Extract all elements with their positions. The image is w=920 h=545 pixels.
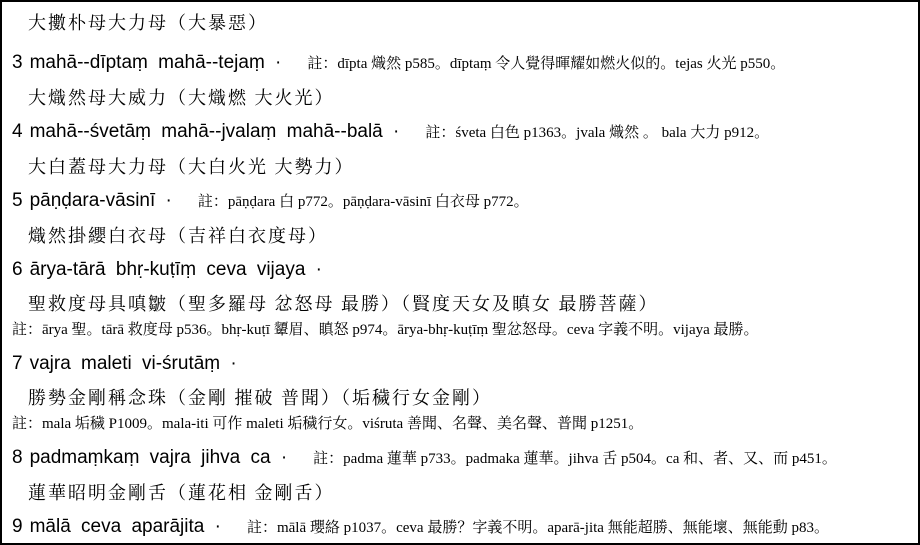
chinese-translation: 大白蓋母大力母（大白火光 大勢力） <box>28 157 355 177</box>
sanskrit-text: pāṇḍara-vāsinī · <box>29 190 172 211</box>
chinese-translation: 大熾然母大威力（大熾燃 大火光） <box>28 88 335 108</box>
note-line: 註：mala 垢穢 P1009。mala-iti 可作 maleti 垢穢行女。viśruta 善聞、名聲、美名聲、普聞 p1251。 <box>12 416 644 432</box>
entry-main-line <box>12 351 912 377</box>
entry <box>12 514 912 541</box>
entry <box>12 351 912 437</box>
chinese-translation: 勝勢金剛稱念珠（金剛 摧破 普聞）（垢穢行女金剛） <box>28 388 492 408</box>
entry-number: 8 <box>12 447 23 468</box>
entry-main-line <box>12 257 912 283</box>
sanskrit-text: mālā ceva aparājita · <box>29 516 221 537</box>
entry <box>12 50 912 111</box>
entry <box>12 445 912 506</box>
sanskrit-text: padmaṃkaṃ vajra jihva ca · <box>29 447 288 468</box>
entry-main-line <box>12 50 912 77</box>
sanskrit-text: vajra maleti vi-śrutāṃ · <box>29 353 237 374</box>
entry-number: 9 <box>12 516 23 537</box>
entry <box>12 10 912 36</box>
sanskrit-text: mahā--śvetāṃ mahā--jvalaṃ mahā--balā · <box>29 121 400 142</box>
entry <box>12 188 912 249</box>
entry-main-line <box>12 119 912 146</box>
inline-note: 註：śveta 白色 p1363。jvala 熾然 。 bala 大力 p912。 <box>425 125 770 141</box>
entry-main-line <box>12 445 912 472</box>
inline-note: 註：dīpta 熾然 p585。dīptaṃ 令人覺得暉耀如燃火似的。tejas 火光 p550。 <box>307 56 786 72</box>
inline-note: 註：mālā 瓔絡 p1037。ceva 最勝？字義不明。aparā-jita 無能超勝、無能壞、無能動 p83。 <box>246 520 829 536</box>
sanskrit-text: mahā--dīptaṃ mahā--tejaṃ · <box>29 52 282 73</box>
entry-number: 4 <box>12 121 23 142</box>
sanskrit-text: ārya-tārā bhṛ-kuṭīṃ ceva vijaya · <box>29 259 322 280</box>
inline-note: 註：padma 蓮華 p733。padmaka 蓮華。jihva 舌 p504。ca 和、者、又、而 p451。 <box>313 451 837 467</box>
chinese-translation: 蓮華昭明金剛舌（蓮花相 金剛舌） <box>28 483 335 503</box>
entry-number: 5 <box>12 190 23 211</box>
note-line: 註：ārya 聖。tārā 救度母 p536。bhṛ-kuṭī 顰眉、瞋怒 p974。ārya-bhṛ-kuṭīṃ 聖忿怒母。ceva 字義不明。vijaya 最勝。 <box>12 322 759 338</box>
inline-note: 註：pāṇḍara 白 p772。pāṇḍara-vāsinī 白衣母 p772。 <box>197 194 529 210</box>
entry-main-line <box>12 514 912 541</box>
chinese-translation: 聖救度母具嗔皺（聖多羅母 忿怒母 最勝）（賢度天女及瞋女 最勝菩薩） <box>28 294 659 314</box>
chinese-translation: 熾然掛纓白衣母（吉祥白衣度母） <box>28 226 328 246</box>
entry <box>12 119 912 180</box>
chinese-translation: 大擻朴母大力母（大暴惡） <box>28 13 268 33</box>
entry-main-line <box>12 188 912 215</box>
entry-number: 7 <box>12 353 23 374</box>
entry <box>12 257 912 343</box>
entry-number: 6 <box>12 259 23 280</box>
entry-number: 3 <box>12 52 23 73</box>
